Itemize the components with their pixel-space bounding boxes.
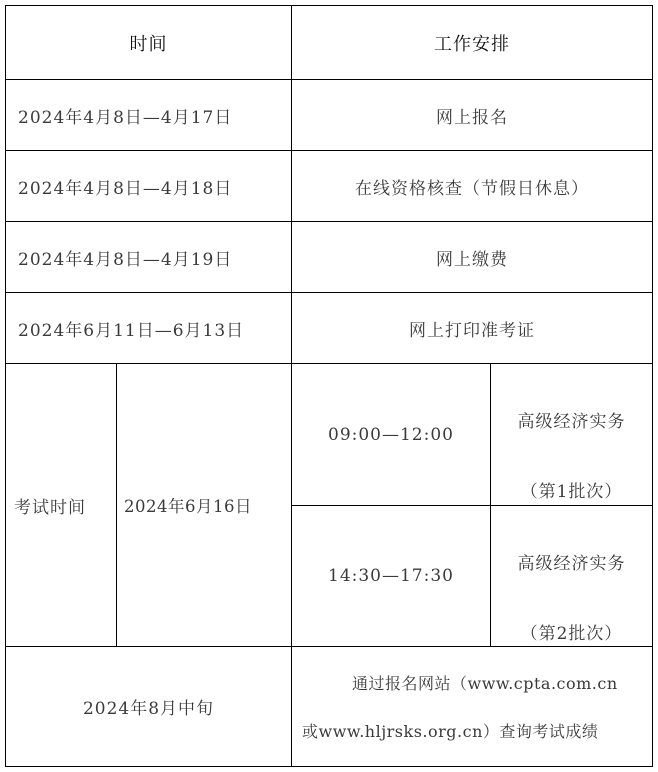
row-time: 2024年4月8日—4月19日 (18, 249, 233, 270)
header-time: 时间 (129, 33, 168, 55)
result-description (292, 647, 652, 766)
row-task: 网上缴费 (436, 249, 508, 270)
session-batch: （第2批次） (520, 623, 623, 644)
session-batch: （第1批次） (520, 482, 623, 503)
result-time: 2024年8月中旬 (82, 699, 215, 719)
session-subject: 高级经济实务 (517, 553, 626, 574)
row-task: 网上报名 (436, 107, 508, 128)
row-time: 2024年4月8日—4月17日 (18, 107, 233, 128)
result-line-1: 通过报名网站（www.cpta.com.cn (352, 674, 618, 694)
exam-date: 2024年6月16日 (124, 497, 252, 516)
session-time: 09:00—12:00 (328, 424, 454, 445)
session-subject: 高级经济实务 (517, 411, 626, 432)
row-time: 2024年4月8日—4月18日 (18, 178, 233, 199)
exam-label: 考试时间 (14, 497, 86, 518)
row-time: 2024年6月11日—6月13日 (18, 320, 245, 341)
row-task: 在线资格核查（节假日休息） (355, 178, 589, 199)
header-work: 工作安排 (434, 33, 510, 55)
session-time: 14:30—17:30 (328, 566, 454, 586)
result-line-2: 或www.hljrsks.org.cn）查询考试成绩 (302, 721, 599, 741)
row-task: 网上打印准考证 (409, 320, 535, 341)
